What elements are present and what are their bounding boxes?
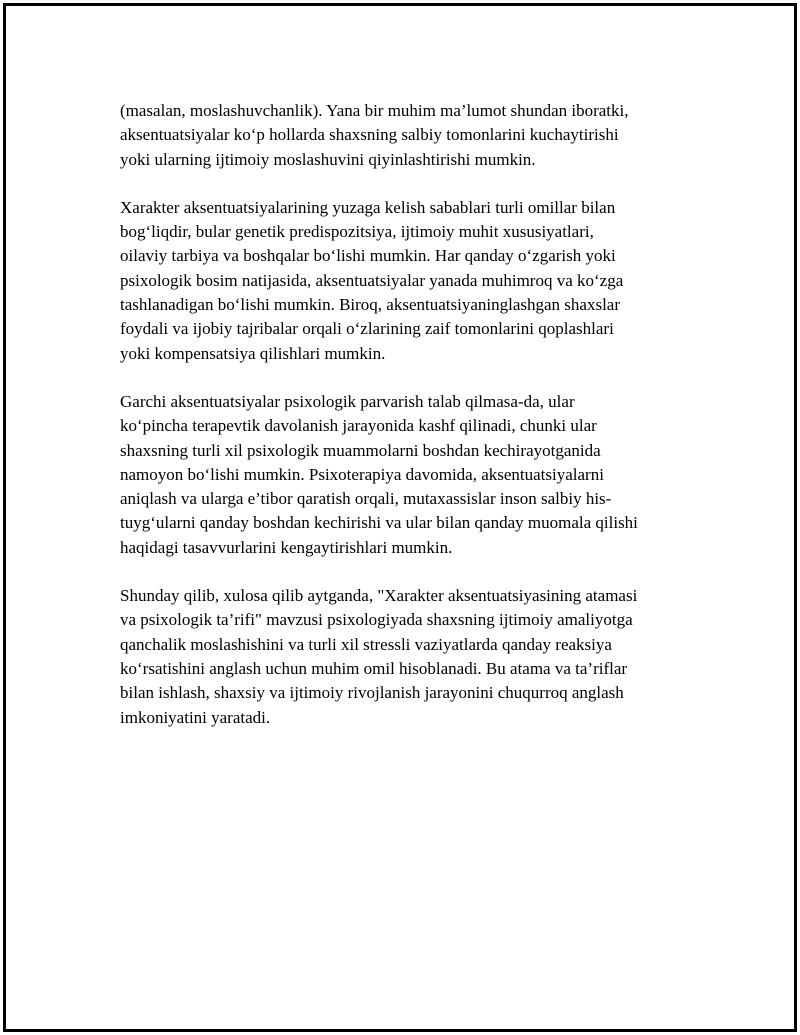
text-line: yoki kompensatsiya qilishlari mumkin. xyxy=(120,343,386,363)
text-line: qanchalik moslashishini va turli xil stressli vaziyatlarda qanday reaksiya xyxy=(120,634,612,654)
paragraph xyxy=(120,390,720,560)
text-line: Garchi aksentuatsiyalar psixologik parvarish talab qilmasa-da, ular xyxy=(120,391,575,411)
text-line: haqidagi tasavvurlarini kengaytirishlari mumkin. xyxy=(120,537,453,557)
text-line: tashlanadigan bo‘lishi mumkin. Biroq, aksentuatsiyaninglashgan shaxslar xyxy=(120,295,620,315)
paragraph xyxy=(120,99,720,172)
text-line: oilaviy tarbiya va boshqalar bo‘lishi mumkin. Har qanday o‘zgarish yoki xyxy=(120,246,616,266)
text-line: shaxsning turli xil psixologik muammolarni boshdan kechirayotganida xyxy=(120,440,601,460)
text-line: foydali va ijobiy tajribalar orqali o‘zlarining zaif tomonlarini qoplashlari xyxy=(120,319,614,339)
text-line: namoyon bo‘lishi mumkin. Psixoterapiya davomida, aksentuatsiyalarni xyxy=(120,464,604,484)
text-line: Xarakter aksentuatsiyalarining yuzaga kelish sabablari turli omillar bilan xyxy=(120,197,616,217)
text-line: ko‘rsatishini anglash uchun muhim omil hisoblanadi. Bu atama va ta’riflar xyxy=(120,658,628,678)
text-line: bilan ishlash, shaxsiy va ijtimoiy rivojlanish jarayonini chuqurroq anglash xyxy=(120,683,624,703)
text-line: psixologik bosim natijasida, aksentuatsiyalar yanada muhimroq va ko‘zga xyxy=(120,270,624,290)
text-line: bog‘liqdir, bular genetik predispozitsiya, ijtimoiy muhit xususiyatlari, xyxy=(120,222,594,242)
document-page xyxy=(3,3,797,1032)
text-line: va psixologik ta’rifi" mavzusi psixologiyada shaxsning ijtimoiy amaliyotga xyxy=(120,610,633,630)
page-body xyxy=(120,99,720,754)
text-line: imkoniyatini yaratadi. xyxy=(120,707,271,727)
paragraph xyxy=(120,584,720,730)
paragraph xyxy=(120,196,720,366)
text-line: yoki ularning ijtimoiy moslashuvini qiyinlashtirishi mumkin. xyxy=(120,149,536,169)
text-line: aksentuatsiyalar ko‘p hollarda shaxsning salbiy tomonlarini kuchaytirishi xyxy=(120,125,619,145)
text-line: ko‘pincha terapevtik davolanish jarayonida kashf qilinadi, chunki ular xyxy=(120,416,597,436)
text-line: aniqlash va ularga e’tibor qaratish orqali, mutaxassislar inson salbiy his- xyxy=(120,489,612,509)
text-line: tuyg‘ularni qanday boshdan kechirishi va ular bilan qanday muomala qilishi xyxy=(120,513,638,533)
text-line: (masalan, moslashuvchanlik). Yana bir muhim ma’lumot shundan iboratki, xyxy=(120,101,629,120)
text-line: Shunday qilib, xulosa qilib aytganda, "Xarakter aksentuatsiyasining atamasi xyxy=(120,586,638,606)
